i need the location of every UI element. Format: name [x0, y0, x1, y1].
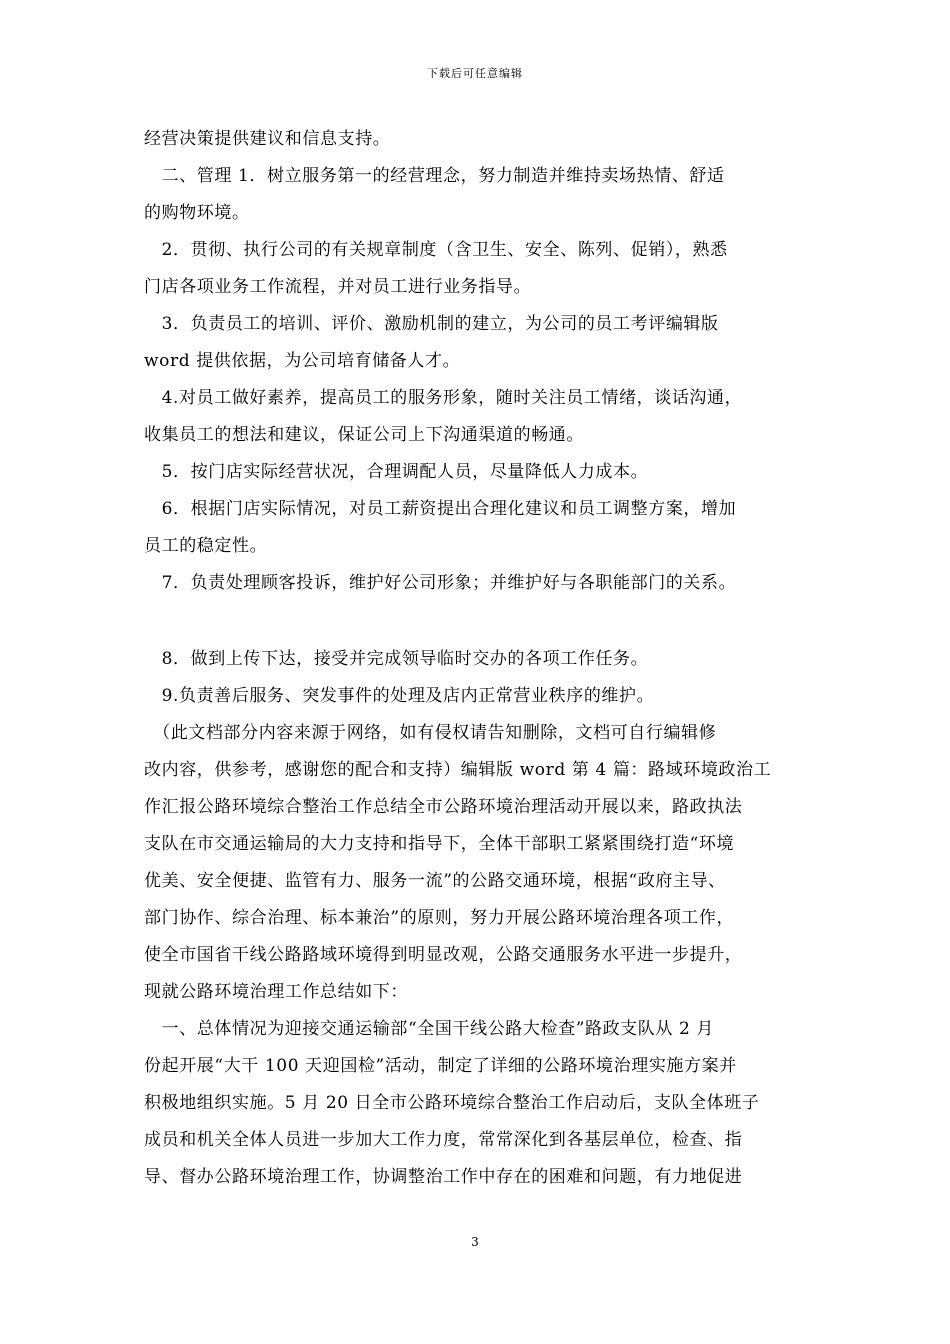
text-line: 现就公路环境治理工作总结如下：: [144, 982, 408, 1002]
text-line: 5．按门店实际经营状况，合理调配人员，尽量降低人力成本。: [144, 462, 649, 482]
text-line: 一、总体情况为迎接交通运输部“全国干线公路大检查”路政支队从 2 月: [144, 1019, 715, 1039]
text-line: 积极地组织实施。5 月 20 日全市公路环境综合整治工作启动后，支队全体班子: [144, 1093, 760, 1113]
text-line: 改内容，供参考，感谢您的配合和支持）编辑版 word 第 4 篇：路域环境政治工: [144, 760, 772, 780]
text-line: 支队在市交通运输局的大力支持和指导下，全体干部职工紧紧围绕打造“环境: [144, 834, 735, 854]
text-line: 4.对员工做好素养，提高员工的服务形象，随时关注员工情绪，谈话沟通，: [144, 388, 743, 408]
text-line: 导、督办公路环境治理工作，协调整治工作中存在的困难和问题，有力地促进: [144, 1167, 743, 1187]
text-line: 优美、安全便捷、监管有力、服务一流”的公路交通环境，根据“政府主导、: [144, 871, 726, 891]
text-line: word 提供依据，为公司培育储备人才。: [144, 351, 461, 371]
text-line: 份起开展“大干 100 天迎国检”活动，制定了详细的公路环境治理实施方案并: [144, 1056, 737, 1076]
page-number: 3: [471, 1235, 479, 1249]
text-line: 6．根据门店实际情况，对员工薪资提出合理化建议和员工调整方案，增加: [144, 499, 737, 519]
text-line: 成员和机关全体人员进一步加大工作力度，常常深化到各基层单位，检查、指: [144, 1130, 743, 1150]
text-line: 二、管理 1．树立服务第一的经营理念，努力制造并维持卖场热情、舒适: [144, 166, 725, 186]
text-line: 经营决策提供建议和信息支持。: [144, 129, 391, 149]
text-line: 的购物环境。: [144, 203, 250, 223]
text-line: 9.负责善后服务、突发事件的处理及店内正常营业秩序的维护。: [144, 686, 655, 706]
text-line: 8．做到上传下达，接受并完成领导临时交办的各项工作任务。: [144, 649, 649, 669]
text-line: 2．贯彻、执行公司的有关规章制度（含卫生、安全、陈列、促销），熟悉: [144, 240, 728, 260]
text-line: （此文档部分内容来源于网络，如有侵权请告知删除，文档可自行编辑修: [144, 723, 717, 743]
text-line: 门店各项业务工作流程，并对员工进行业务指导。: [144, 277, 532, 297]
text-line: 员工的稳定性。: [144, 536, 268, 556]
text-line: 作汇报公路环境综合整治工作总结全市公路环境治理活动开展以来，路政执法: [144, 797, 743, 817]
text-line: 部门协作、综合治理、标本兼治”的原则，努力开展公路环境治理各项工作，: [144, 908, 735, 928]
text-line: 收集员工的想法和建议，保证公司上下沟通渠道的畅通。: [144, 425, 584, 445]
text-line: 使全市国省干线公路路域环境得到明显改观，公路交通服务水平进一步提升，: [144, 945, 743, 965]
text-line: 3．负责员工的培训、评价、激励机制的建立，为公司的员工考评编辑版: [144, 314, 719, 334]
page-header: 下载后可任意编辑: [427, 67, 523, 80]
text-line: 7．负责处理顾客投诉，维护好公司形象；并维护好与各职能部门的关系。: [144, 573, 737, 593]
